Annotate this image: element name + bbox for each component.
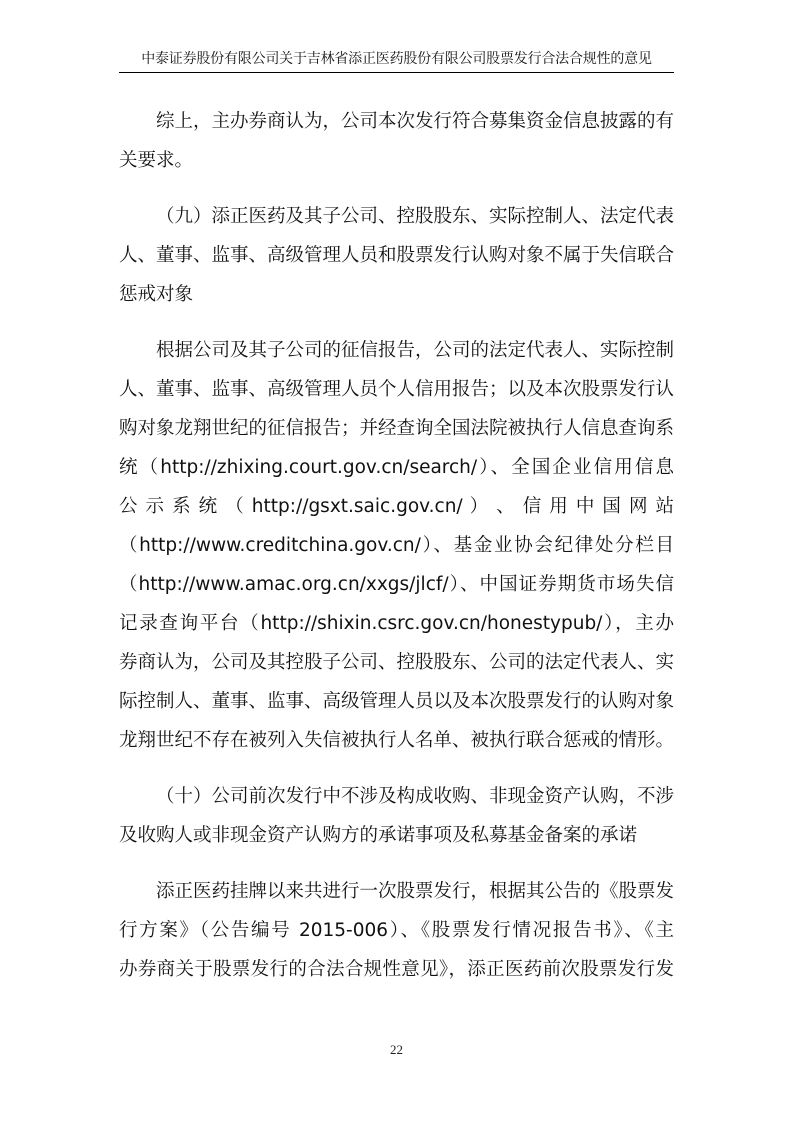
- paragraph-line: 统（http://zhixing.court.gov.cn/search/）、全国企业信用信息: [119, 457, 674, 478]
- section-heading-line: （九）添正医药及其子公司、控股股东、实际控制人、法定代表: [156, 206, 674, 227]
- paragraph-line: 人、董事、监事、高级管理人员个人信用报告；以及本次股票发行认: [119, 379, 674, 400]
- paragraph-line: 券商认为，公司及其控股子公司、控股股东、公司的法定代表人、实: [119, 652, 674, 673]
- paragraph-line: （http://www.amac.org.cn/xxgs/jlcf/）、中国证券期货市场失信: [119, 574, 674, 595]
- paragraph-line: 添正医药挂牌以来共进行一次股票发行，根据其公告的《股票发: [156, 881, 674, 902]
- paragraph-line: 公 示 系 统 （ http://gsxt.saic.gov.cn/ ） 、 信 用 中 国 网 站: [119, 496, 674, 517]
- paragraph-line: 记录查询平台（http://shixin.csrc.gov.cn/honestypub/），主办: [119, 613, 674, 634]
- paragraph-line: 综上，主办券商认为，公司本次发行符合募集资金信息披露的有: [156, 111, 674, 132]
- section-heading-line: （十）公司前次发行中不涉及构成收购、非现金资产认购，不涉: [156, 786, 674, 807]
- paragraph-line: 购对象龙翔世纪的征信报告；并经查询全国法院被执行人信息查询系: [119, 418, 674, 439]
- paragraph-line: 行方案》（公告编号 2015-006）、《股票发行情况报告书》、《主: [119, 920, 674, 941]
- paragraph-line: 龙翔世纪不存在被列入失信被执行人名单、被执行联合惩戒的情形。: [119, 730, 674, 751]
- header-rule: [119, 72, 674, 73]
- section-heading-line: 人、董事、监事、高级管理人员和股票发行认购对象不属于失信联合: [119, 245, 674, 266]
- section-heading-line: 及收购人或非现金资产认购方的承诺事项及私募基金备案的承诺: [119, 825, 638, 846]
- page-number: 22: [390, 1042, 403, 1057]
- paragraph-line: 际控制人、董事、监事、高级管理人员以及本次股票发行的认购对象: [119, 691, 674, 712]
- paragraph-line: 关要求。: [119, 150, 194, 171]
- paragraph-line: （http://www.creditchina.gov.cn/）、基金业协会纪律处分栏目: [119, 535, 674, 556]
- section-heading-line: 惩戒对象: [119, 284, 194, 305]
- paragraph-line: 根据公司及其子公司的征信报告，公司的法定代表人、实际控制: [156, 340, 674, 361]
- paragraph-line: 办券商关于股票发行的合法合规性意见》，添正医药前次股票发行发: [119, 959, 674, 980]
- page-header-title: 中泰证券股份有限公司关于吉林省添正医药股份有限公司股票发行合法合规性的意见: [141, 51, 652, 67]
